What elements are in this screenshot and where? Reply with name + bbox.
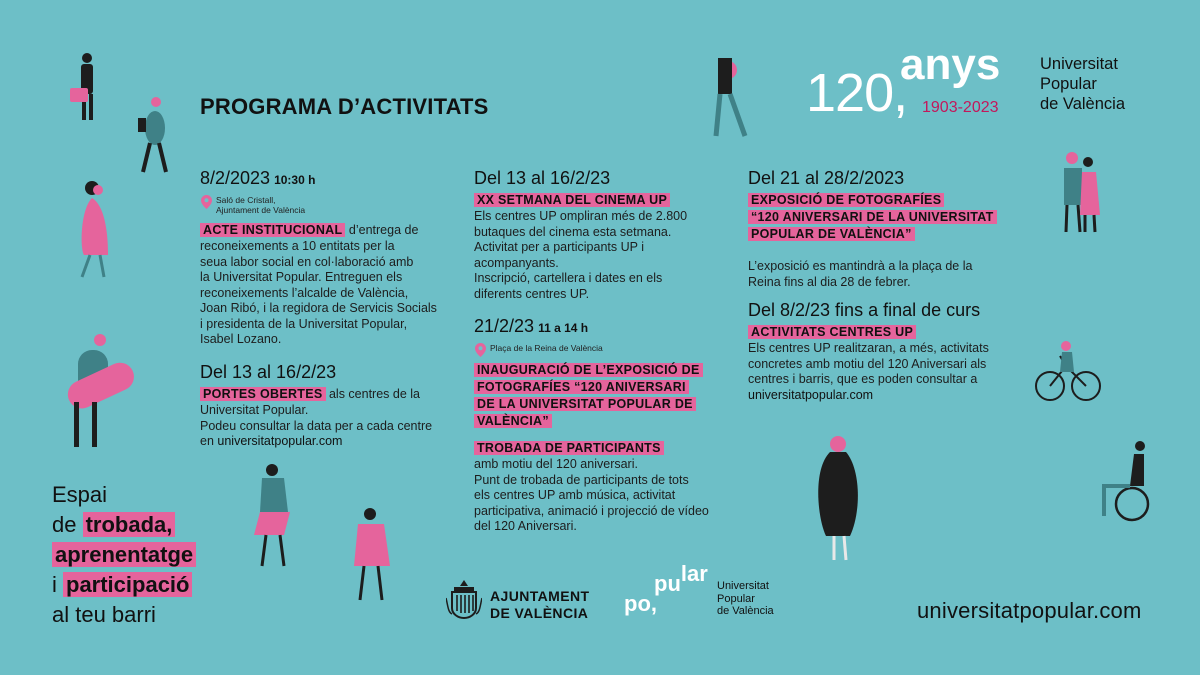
website-link[interactable]: universitatpopular.com xyxy=(217,434,343,448)
event-acte-institucional: 8/2/2023 10:30 h Saló de Cristall, Ajuntament de València ACTE INSTITUCIONAL d’entrega de reconeixements a 10 entitats per la seua labor social en col·laboració amb la Universitat Popular. Entreguen els reconeixements l’alcalde de València, Joan Ribó, i la regidora de Servicis Socials i presidenta de la Universitat Popular, Isabel Lozano. xyxy=(200,168,440,348)
couple-icon xyxy=(1064,152,1100,232)
event-date: Del 13 al 16/2/23 xyxy=(200,362,337,382)
website-link[interactable]: universitatpopular.com xyxy=(748,387,874,402)
city-crest-icon xyxy=(446,578,482,620)
event-time: 10:30 h xyxy=(274,173,316,187)
event-highlight: PORTES OBERTES xyxy=(200,387,326,401)
person-carrying-pill-icon xyxy=(63,334,138,447)
popular-logo: pular po, xyxy=(624,561,708,616)
event-date: Del 13 al 16/2/23 xyxy=(474,168,611,188)
event-date: 21/2/23 xyxy=(474,316,535,336)
event-date: Del 8/2/23 fins a final de curs xyxy=(748,300,981,320)
ajuntament-logo-text: AJUNTAMENT DE VALÈNCIA xyxy=(490,588,590,621)
anniversary-word: anys xyxy=(900,40,1001,89)
event-highlight: ACTIVITATS CENTRES UP xyxy=(748,325,916,339)
woman-long-hair-icon xyxy=(818,436,858,560)
event-highlight: EXPOSICIÓ DE FOTOGRAFÍES xyxy=(748,193,944,207)
event-highlight: ACTE INSTITUCIONAL xyxy=(200,223,345,237)
event-location: Saló de Cristall, Ajuntament de València xyxy=(200,195,440,215)
event-time: 11 a 14 h xyxy=(538,321,589,335)
woman-walking-icon xyxy=(254,464,290,566)
up-logo-text: Universitat Popular de València xyxy=(717,580,774,617)
event-highlight-trobada: TROBADA DE PARTICIPANTS xyxy=(474,441,664,455)
event-highlight: INAUGURACIÓ DE L’EXPOSICIÓ DE xyxy=(474,363,703,377)
anniversary-number: 120, xyxy=(806,63,908,123)
location-pin-icon xyxy=(201,195,212,209)
location-pin-icon xyxy=(475,343,486,357)
event-portes-obertes: Del 13 al 16/2/23 PORTES OBERTES als centres de la Universitat Popular. Podeu consultar la data per a cada centre en universitatpopular.com xyxy=(200,362,440,450)
event-date: 8/2/2023 xyxy=(200,168,271,188)
event-exposicio-fotografies: Del 21 al 28/2/2023 EXPOSICIÓ DE FOTOGRAFÍES “120 ANIVERSARI DE LA UNIVERSITAT POPULAR DE VALÈNCIA” L’exposició es mantindrà a la plaça de la Reina fins al dia 28 de febrer. xyxy=(748,168,1028,290)
event-location: Plaça de la Reina de València xyxy=(474,343,724,353)
event-setmana-cinema: Del 13 al 16/2/23 XX SETMANA DEL CINEMA UP Els centres UP ompliran més de 2.800 butaques del cinema esta setmana. Activitat per a participants UP i acompanyants. Inscripció, cartellera i dates en els diferents centres UP. xyxy=(474,168,724,302)
person-standing-icon xyxy=(716,58,745,136)
person-reading-icon xyxy=(138,97,166,172)
page-title: PROGRAMA D’ACTIVITATS xyxy=(200,94,489,119)
event-inauguracio: 21/2/23 11 a 14 h Plaça de la Reina de València INAUGURACIÓ DE L’EXPOSICIÓ DE FOTOGRAFÍES “120 ANIVERSARI DE LA UNIVERSITAT POPULAR DE VALÈNCIA” TROBADA DE PARTICIPANTS amb motiu del 120 aniversari. Punt de trobada de participants de tots els centres UP amb música, activitat participativa, animació i projecció de vídeo del 120 Aniversari. xyxy=(474,316,724,535)
event-highlight: XX SETMANA DEL CINEMA UP xyxy=(474,193,670,207)
tagline: Espai de trobada, aprenentatge i participació al teu barri xyxy=(52,480,196,630)
organization-name: Universitat Popular de València xyxy=(1040,55,1126,113)
cyclist-icon xyxy=(1036,341,1100,400)
woman-in-dress-icon xyxy=(82,181,108,277)
anniversary-years: 1903-2023 xyxy=(922,99,999,116)
footer-website-link[interactable]: universitatpopular.com xyxy=(917,598,1142,623)
person-in-coat-icon xyxy=(354,508,390,600)
event-activitats-centres: Del 8/2/23 fins a final de curs ACTIVITATS CENTRES UP Els centres UP realitzaran, a més, activitats concretes amb motiu del 120 Aniversari als centres i barris, que es poden consultar a universitatpopular.com xyxy=(748,300,1028,403)
event-date: Del 21 al 28/2/2023 xyxy=(748,168,905,188)
person-with-suitcase-icon xyxy=(70,53,93,120)
wheelchair-user-icon xyxy=(1104,441,1148,520)
